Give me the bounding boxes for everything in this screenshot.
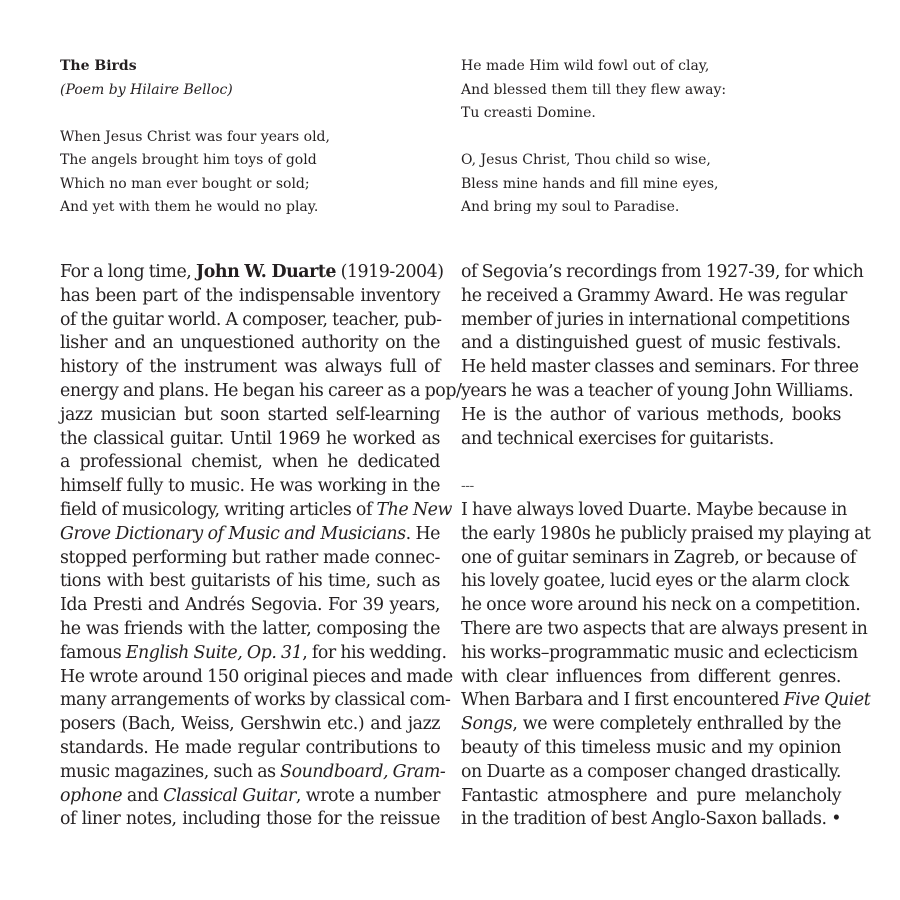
poem-line: And yet with them he would no play.: [60, 199, 319, 215]
bio-line: himself fully to music. He was working in the: [60, 476, 440, 497]
magazine-title: Soundboard, Gram-: [280, 761, 446, 782]
bio-line: energy and plans. He began his career as a pop/: [60, 380, 462, 401]
personal-line: with clear influences from different genres.: [461, 666, 841, 687]
bio-line: years he was a teacher of young John Williams.: [461, 380, 854, 401]
poem-line: And bring my soul to Paradise.: [461, 199, 680, 215]
bio-line: He is the author of various methods, books: [461, 404, 841, 425]
personal-line: on Duarte as a composer changed drastically.: [461, 761, 841, 782]
bio-line: and a distinguished guest of music festivals.: [461, 333, 841, 354]
magazine-title: ophone: [60, 785, 123, 806]
poem-line: Which no man ever bought or sold;: [60, 175, 310, 192]
bio-line: music magazines, such as Soundboard, Gram-: [60, 761, 446, 782]
poem-stanza-1: [60, 126, 440, 220]
work-title: English Suite, Op. 31: [125, 642, 303, 663]
poem-stanza-2: [461, 55, 841, 126]
work-title: Five Quiet: [783, 690, 871, 711]
bio-line: For a long time, John W. Duarte (1919-2004): [60, 262, 444, 282]
bio-line: and technical exercises for guitarists.: [461, 428, 774, 449]
bio-line: Grove Dictionary of Music and Musicians. He: [60, 523, 441, 544]
personal-line: Fantastic atmosphere and pure melancholy: [461, 785, 841, 806]
bio-line: member of juries in international competitions: [461, 309, 850, 330]
bio-line: the classical guitar. Until 1969 he worked as: [60, 428, 440, 449]
bio-line: has been part of the indispensable inventory: [60, 285, 440, 306]
personal-line: the early 1980s he publicly praised my playing at: [461, 523, 871, 544]
magazine-title: Classical Guitar: [163, 785, 296, 806]
biography-left-column: [60, 261, 462, 832]
bio-line: posers (Bach, Weiss, Gershwin etc.) and jazz: [60, 714, 440, 735]
bio-line: of liner notes, including those for the reissue: [60, 809, 440, 830]
poem-left-column: [60, 55, 440, 220]
poem-line: The angels brought him toys of gold: [60, 152, 317, 168]
work-title: Songs: [461, 714, 513, 735]
bio-line: of the guitar world. A composer, teacher, pub-: [60, 309, 442, 330]
section-separator: ---: [461, 478, 474, 495]
personal-line: Songs, we were completely enthralled by the: [461, 714, 841, 735]
bio-line: Ida Presti and Andrés Segovia. For 39 years,: [60, 595, 440, 616]
poem-line: Tu creasti Domine.: [461, 105, 596, 121]
bio-line: He held master classes and seminars. For three: [461, 357, 859, 378]
bio-line: tions with best guitarists of his time, such as: [60, 571, 440, 592]
bio-line: jazz musician but soon started self-learning: [60, 404, 440, 425]
composer-name: John W. Duarte: [195, 262, 337, 282]
poem-subtitle: (Poem by Hilaire Belloc): [60, 81, 233, 98]
bio-line: famous English Suite, Op. 31, for his wedding.: [60, 642, 447, 663]
bio-line: ophone and Classical Guitar, wrote a number: [60, 785, 440, 806]
personal-line: There are two aspects that are always present in: [461, 618, 868, 639]
personal-line: in the tradition of best Anglo-Saxon ballads. •: [461, 809, 841, 830]
personal-line: one of guitar seminars in Zagreb, or because of: [461, 547, 856, 568]
book-title: The New: [376, 499, 452, 520]
personal-line: beauty of this timeless music and my opinion: [461, 737, 841, 758]
bio-line: stopped performing but rather made connec-: [60, 547, 440, 568]
personal-line: I have always loved Duarte. Maybe because in: [461, 499, 847, 520]
poem-line: And blessed them till they flew away:: [461, 81, 727, 98]
bio-line: he was friends with the latter, composing the: [60, 618, 440, 639]
poem-right-column: [461, 55, 841, 220]
poem-line: O, Jesus Christ, Thou child so wise,: [461, 152, 711, 168]
poem-title: The Birds: [60, 58, 137, 74]
poem-stanza-3: [461, 149, 841, 220]
bio-line: he received a Grammy Award. He was regular: [461, 285, 847, 306]
bio-line: He wrote around 150 original pieces and made: [60, 666, 453, 687]
bio-line: lisher and an unquestioned authority on the: [60, 333, 440, 354]
personal-line: When Barbara and I first encountered Five Quiet: [461, 690, 871, 711]
bio-line: many arrangements of works by classical com-: [60, 690, 451, 711]
bio-line: a professional chemist, when he dedicated: [60, 452, 440, 473]
bio-line: standards. He made regular contributions to: [60, 737, 440, 758]
biography-right-column: [461, 261, 871, 832]
bio-line: of Segovia’s recordings from 1927-39, for which: [461, 262, 864, 282]
poem-line: He made Him wild fowl out of clay,: [461, 58, 710, 74]
poem-line: When Jesus Christ was four years old,: [60, 128, 330, 145]
bio-line: field of musicology, writing articles of The New: [60, 499, 452, 520]
poem-line: Bless mine hands and fill mine eyes,: [461, 175, 719, 192]
book-title: Grove Dictionary of Music and Musicians: [60, 523, 406, 544]
personal-line: his lovely goatee, lucid eyes or the alarm clock: [461, 571, 849, 592]
personal-line: he once wore around his neck on a competition.: [461, 595, 861, 616]
bio-line: history of the instrument was always full of: [60, 357, 440, 378]
personal-line: his works–programmatic music and eclecticism: [461, 642, 858, 663]
